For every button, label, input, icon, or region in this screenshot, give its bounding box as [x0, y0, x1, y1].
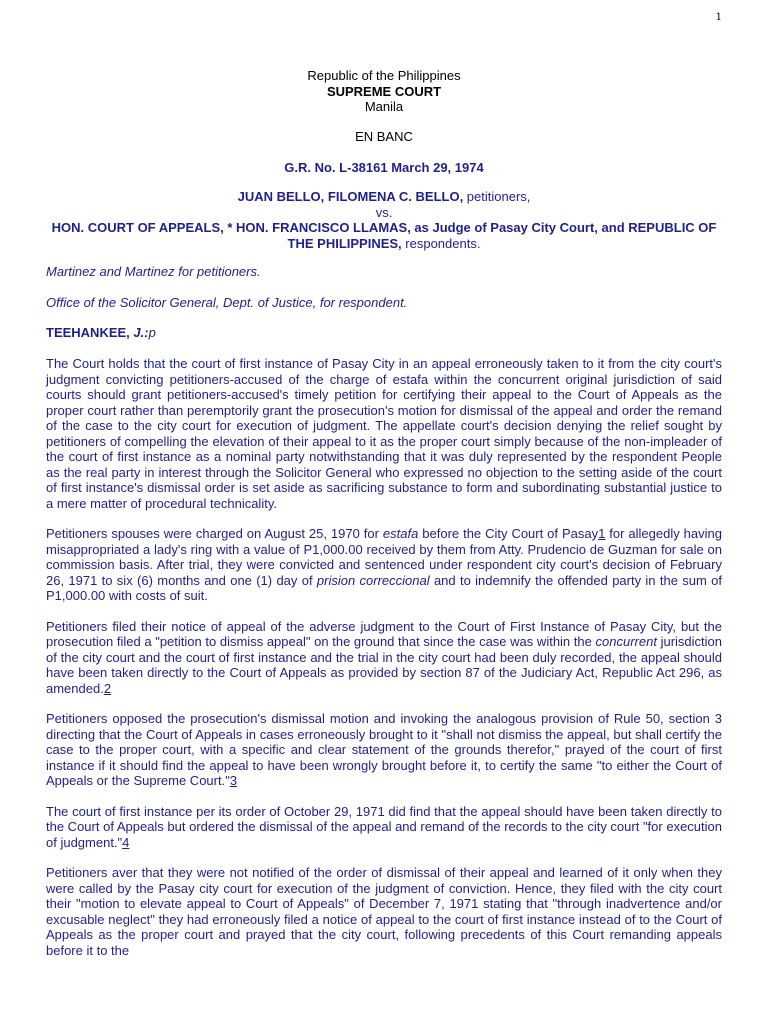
petitioners-label: petitioners,	[463, 189, 531, 204]
versus: vs.	[375, 204, 393, 220]
paragraph-3	[46, 619, 722, 697]
page-number: 1	[715, 12, 722, 23]
paragraph-5-text: The court of first instance per its order of October 29, 1971 did find that the appeal should have been taken directly to the Court of Appeals but ordered the dismissal of the appeal and remand of the records to the city court "for execution of judgment."	[46, 803, 722, 850]
paragraph-3-italic-concurrent: concurrent	[595, 634, 657, 649]
case-parties	[46, 189, 722, 251]
ponente	[46, 325, 156, 340]
paragraph-1: The Court holds that the court of first instance of Pasay City in an appeal erroneously taken to it from the city court's judgment convicting petitioners-accused of the charge of estafa within the concurrent original jurisdiction of said courts should grant petitioners-accused's timely petition for certifying their appeal to the Court of Appeals as the proper court rather than peremptorily grant the prosecution's motion for dismissal of the appeal and order the remand of the case to the city court for execution of judgment. The appellate court's decision denying the relief sought by petitioners of compelling the elevation of their appeal to it as the proper court simply because of the non-impleader of the court of first instance as a nominal party notwithstanding that it was duly represented by the respondent People as the real party in interest through the Solicitor General who expressed no objection to the setting aside of the court of first instance's dismissal order is set aside as sacrificing substance to form and subordinating substantial justice to a mere matter of procedural technicality.	[46, 356, 722, 511]
paragraph-2-text-d: for allegedly having misappropriated a lady's ring with a value of P1,000.00 received by them from Atty. Prudencio de Guzman for sale on commission basis. After trial, they were convicted and sentenced under respondent city court's decision of February 26, 1971 to six (6) months and one (1) day of	[46, 526, 722, 588]
footnote-link-4[interactable]: 4	[122, 834, 130, 850]
paragraph-5	[46, 804, 722, 851]
counsel-respondent: Office of the Solicitor General, Dept. of Justice, for respondent.	[46, 295, 408, 310]
respondents-names: HON. COURT OF APPEALS, * HON. FRANCISCO LLAMAS, as Judge of Pasay City Court, and REPUBLIC OF THE PHILIPPINES,	[51, 220, 717, 251]
respondents-line	[46, 220, 722, 251]
paragraph-6: Petitioners aver that they were not notified of the order of dismissal of their appeal and learned of it only when they were called by the Pasay city court for execution of the judgment of conviction. Hence, they filed with the city court their "motion to elevate appeal to Court of Appeals" of December 7, 1971 stating that "through inadvertence and/or excusable neglect" they had erroneously filed a notice of appeal to the court of first instance instead of to the Court of Appeals as the proper court and prayed that the city court, following precedents of this Court remanding appeals before it to the	[46, 865, 722, 958]
footnote-link-1[interactable]: 1	[598, 526, 606, 541]
court-name: SUPREME COURT	[326, 83, 442, 99]
paragraph-2-text-a: Petitioners spouses were charged on August 25, 1970 for	[46, 526, 383, 541]
paragraph-2-italic-estafa: estafa	[382, 526, 419, 541]
division-label: EN BANC	[355, 129, 413, 144]
ponente-suffix: p	[148, 325, 156, 340]
counsel-petitioners: Martinez and Martinez for petitioners.	[46, 264, 261, 279]
respondents-label: respondents.	[401, 235, 481, 251]
petitioners-names: JUAN BELLO, FILOMENA C. BELLO,	[237, 189, 464, 204]
court-city: Manila	[364, 99, 404, 114]
decision-body	[46, 356, 722, 973]
paragraph-2	[46, 526, 722, 604]
paragraph-2-text-f: and to indemnify the offended party in the sum of P1,000.00 with costs of suit.	[46, 572, 722, 603]
case-number: G.R. No. L-38161 March 29, 1974	[284, 160, 484, 175]
footnote-link-3[interactable]: 3	[229, 773, 238, 788]
paragraph-2-italic-prision: prision correccional	[316, 572, 430, 588]
ponente-name: TEEHANKEE,	[46, 325, 130, 340]
republic-line: Republic of the Philippines	[307, 68, 461, 83]
paragraph-3-text-c: jurisdiction of the city court and the court of first instance and the trial in the city court had been duly recorded, the appeal should have been taken directly to the Court of Appeals as provided by section 87 of the Judiciary Act, Republic Act 296, as amended.	[46, 634, 722, 696]
paragraph-4-text: Petitioners opposed the prosecution's dismissal motion and invoking the analogous provision of Rule 50, section 3 directing that the Court of Appeals in cases erroneously brought to it "shall not dismiss the appeal, but shall certify the case to the proper court, with a specific and clear statement of the grounds therefor," prayed of the court of first instance if it should find the appeal to have been wrongly brought before it, to certify the same "to either the Court of Appeals or the Supreme Court."	[46, 711, 722, 788]
court-header	[46, 68, 722, 115]
paragraph-4	[46, 711, 722, 789]
petitioners-line	[46, 189, 722, 205]
paragraph-3-text-a: Petitioners filed their notice of appeal of the adverse judgment to the Court of First Instance of Pasay City, but the prosecution filed a "petition to dismiss appeal" on the ground that since the case was within the	[46, 618, 722, 649]
paragraph-2-text-c: before the City Court of Pasay	[418, 526, 599, 541]
footnote-link-2[interactable]: 2	[103, 680, 112, 696]
ponente-title: J.:	[129, 325, 149, 340]
